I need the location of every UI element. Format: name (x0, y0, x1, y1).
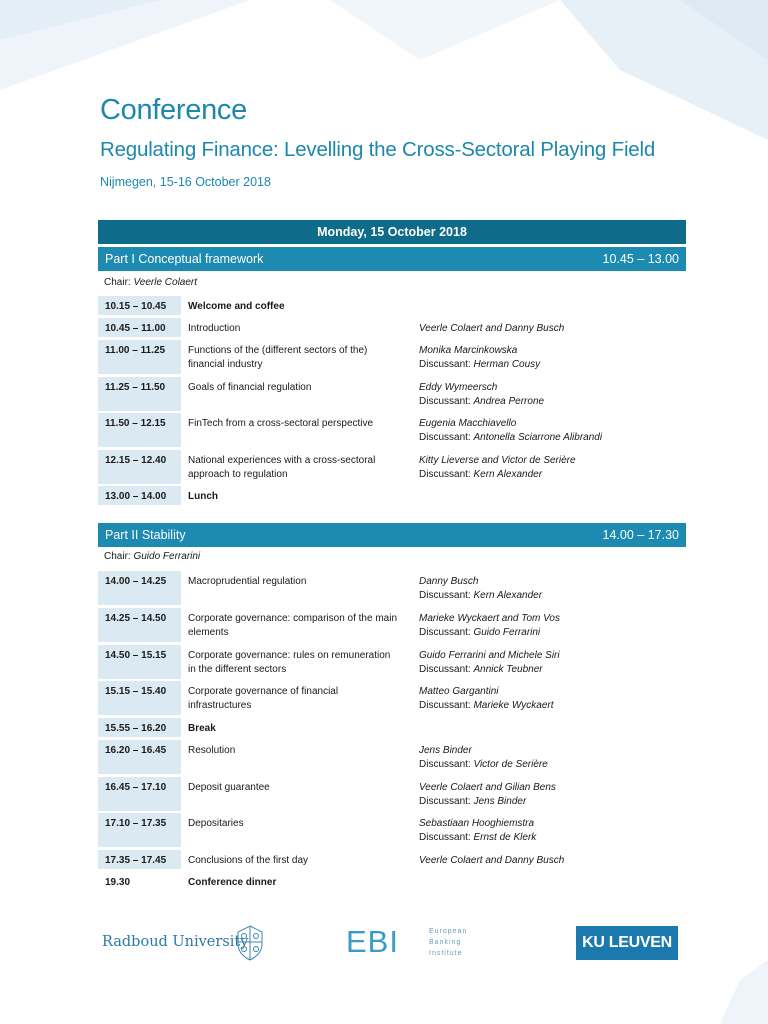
discussant-name: Antonella Sciarrone Alibrandi (473, 432, 603, 443)
session-topic: Lunch (188, 491, 218, 502)
radboud-crest-icon (234, 924, 266, 962)
discussant-line (419, 626, 689, 640)
speaker-name: Jens Binder (419, 745, 472, 756)
session-time: 14.25 – 14.50 (98, 608, 181, 642)
session-time: 14.50 – 15.15 (98, 645, 181, 679)
chair-label: Chair: (104, 277, 131, 288)
ebi-subtitle (429, 926, 467, 959)
speaker-name: Marieke Wyckaert and Tom Vos (419, 613, 560, 624)
session-time: 11.25 – 11.50 (98, 377, 181, 411)
session-speakers (419, 649, 689, 677)
session-time: 11.50 – 12.15 (98, 413, 181, 447)
session-topic: Conference dinner (188, 877, 277, 888)
discussant-label: Discussant: (419, 700, 471, 711)
discussant-name: Annick Teubner (473, 664, 543, 675)
discussant-line (419, 663, 689, 677)
ebi-sub-line: European (429, 928, 468, 935)
discussant-name: Kern Alexander (473, 469, 543, 480)
session-row (98, 571, 686, 605)
session-row (98, 813, 686, 847)
chair-name: Veerle Colaert (133, 277, 198, 288)
speaker-name: Monika Marcinkowska (419, 345, 518, 356)
conference-subtitle: Regulating Finance: Levelling the Cross-Sectoral Playing Field (100, 138, 656, 161)
chair-name: Guido Ferrarini (133, 551, 201, 562)
session-topic: Functions of the (different sectors of the) financial industry (188, 345, 368, 370)
session-speakers (419, 417, 689, 445)
session-row (98, 681, 686, 715)
session-time: 17.10 – 17.35 (98, 813, 181, 847)
session-time: 10.15 – 10.45 (98, 296, 181, 315)
session-speakers (419, 781, 689, 809)
session-time: 19.30 (105, 877, 131, 888)
part-name: Part II Stability (105, 528, 186, 542)
session-time: 14.00 – 14.25 (98, 571, 181, 605)
discussant-line (419, 395, 689, 409)
discussant-label: Discussant: (419, 396, 471, 407)
discussant-line (419, 831, 689, 845)
discussant-label: Discussant: (419, 469, 471, 480)
session-speakers (419, 685, 689, 713)
session-topic: Resolution (188, 745, 236, 756)
session-speakers (419, 322, 689, 336)
session-time: 16.45 – 17.10 (98, 777, 181, 811)
session-topic: Corporate governance of financial infrastructures (188, 686, 339, 711)
part-name: Part I Conceptual framework (105, 252, 264, 266)
session-speakers (419, 575, 689, 603)
session-row (98, 296, 686, 315)
ebi-letters: EBI (346, 924, 399, 959)
chair-line (104, 277, 197, 288)
page-title: Conference (100, 94, 247, 126)
discussant-name: Herman Cousy (473, 359, 541, 370)
discussant-name: Victor de Serière (473, 759, 548, 770)
discussant-line (419, 589, 689, 603)
session-speakers (419, 344, 689, 372)
radboud-university-logo: Radboud University (102, 934, 249, 950)
ku-leuven-logo: KU LEUVEN (576, 926, 678, 960)
discussant-label: Discussant: (419, 796, 471, 807)
session-topic: Welcome and coffee (188, 301, 285, 312)
speaker-name: Eugenia Macchiavello (419, 418, 517, 429)
discussant-label: Discussant: (419, 590, 471, 601)
session-speakers (419, 381, 689, 409)
discussant-name: Andrea Perrone (473, 396, 545, 407)
session-time: 15.15 – 15.40 (98, 681, 181, 715)
session-speakers (419, 454, 689, 482)
part-time: 14.00 – 17.30 (602, 528, 679, 542)
part-time: 10.45 – 13.00 (602, 252, 679, 266)
discussant-line (419, 468, 689, 482)
session-topic: Break (188, 723, 216, 734)
session-time: 10.45 – 11.00 (98, 318, 181, 337)
session-topic: National experiences with a cross-sectoral approach to regulation (188, 455, 376, 480)
discussant-name: Ernst de Klerk (473, 832, 537, 843)
session-row (98, 872, 686, 891)
session-topic: Depositaries (188, 818, 244, 829)
discussant-line (419, 795, 689, 809)
discussant-label: Discussant: (419, 664, 471, 675)
discussant-name: Marieke Wyckaert (473, 700, 554, 711)
part-header (98, 247, 686, 271)
session-time: 15.55 – 16.20 (98, 718, 181, 737)
session-topic: Corporate governance: comparison of the main elements (188, 613, 398, 638)
session-row (98, 377, 686, 411)
session-row (98, 413, 686, 447)
chair-line (104, 551, 200, 562)
day-header: Monday, 15 October 2018 (98, 220, 686, 244)
discussant-line (419, 758, 689, 772)
session-row (98, 645, 686, 679)
speaker-name: Kitty Lieverse and Victor de Serière (419, 455, 576, 466)
speaker-name: Sebastiaan Hooghiemstra (419, 818, 535, 829)
session-row (98, 777, 686, 811)
discussant-line (419, 699, 689, 713)
ebi-sub-line: Banking (429, 939, 462, 946)
speaker-name: Veerle Colaert and Gilian Bens (419, 782, 556, 793)
part-header (98, 523, 686, 547)
speaker-name: Matteo Gargantini (419, 686, 499, 697)
session-row (98, 486, 686, 505)
session-topic: Corporate governance: rules on remuneration in the different sectors (188, 650, 391, 675)
discussant-name: Kern Alexander (473, 590, 543, 601)
discussant-label: Discussant: (419, 432, 471, 443)
session-time: 12.15 – 12.40 (98, 450, 181, 484)
session-time: 13.00 – 14.00 (98, 486, 181, 505)
session-row (98, 740, 686, 774)
session-topic: Introduction (188, 323, 241, 334)
discussant-label: Discussant: (419, 627, 471, 638)
session-speakers (419, 817, 689, 845)
session-row (98, 608, 686, 642)
session-speakers (419, 854, 689, 868)
session-speakers (419, 612, 689, 640)
session-row (98, 450, 686, 484)
speaker-name: Veerle Colaert and Danny Busch (419, 855, 565, 866)
session-row (98, 340, 686, 374)
ebi-sub-line: Institute (429, 950, 463, 957)
session-row (98, 718, 686, 737)
session-time: 11.00 – 11.25 (98, 340, 181, 374)
session-topic: Goals of financial regulation (188, 382, 312, 393)
speaker-name: Eddy Wymeersch (419, 382, 498, 393)
session-topic: FinTech from a cross-sectoral perspective (188, 418, 374, 429)
discussant-label: Discussant: (419, 832, 471, 843)
speaker-name: Veerle Colaert and Danny Busch (419, 323, 565, 334)
chair-label: Chair: (104, 551, 131, 562)
session-time: 17.35 – 17.45 (98, 850, 181, 869)
session-row (98, 850, 686, 869)
session-speakers (419, 744, 689, 772)
discussant-label: Discussant: (419, 359, 471, 370)
discussant-label: Discussant: (419, 759, 471, 770)
speaker-name: Guido Ferrarini and Michele Siri (419, 650, 560, 661)
session-topic: Deposit guarantee (188, 782, 270, 793)
discussant-line (419, 358, 689, 372)
speaker-name: Danny Busch (419, 576, 479, 587)
place-date: Nijmegen, 15-16 October 2018 (100, 175, 271, 189)
discussant-line (419, 431, 689, 445)
session-topic: Macroprudential regulation (188, 576, 307, 587)
session-time: 16.20 – 16.45 (98, 740, 181, 774)
session-topic: Conclusions of the first day (188, 855, 309, 866)
session-row (98, 318, 686, 337)
discussant-name: Guido Ferrarini (473, 627, 541, 638)
discussant-name: Jens Binder (473, 796, 527, 807)
